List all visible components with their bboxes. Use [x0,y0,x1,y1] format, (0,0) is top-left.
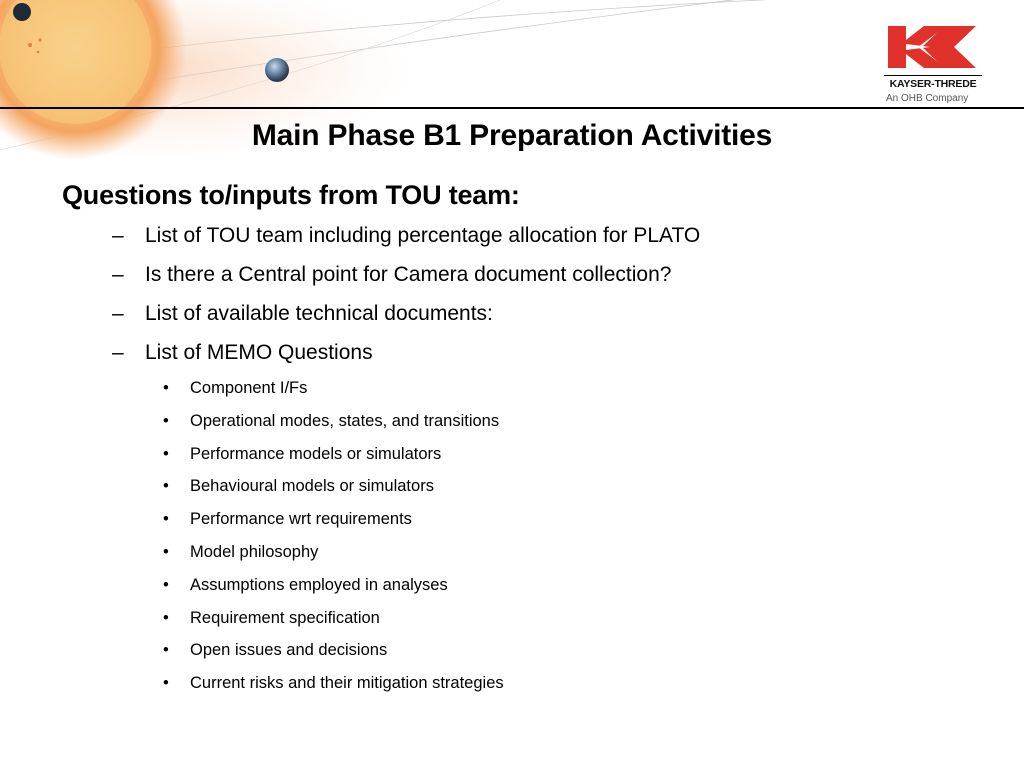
dash-marker: – [112,341,124,364]
bullet-marker: • [163,379,169,397]
sub-list-item-text: Behavioural models or simulators [190,477,434,496]
dark-planet-icon [13,3,31,21]
question-list [112,220,700,376]
sub-list-item-text: Operational modes, states, and transitions [190,411,500,430]
sub-list-item [160,472,504,505]
k-logo-icon [884,22,982,72]
list-item-text: Is there a Central point for Camera document collection? [145,263,672,286]
sub-list-item-text: Model philosophy [190,542,319,561]
sub-list-item [160,636,504,669]
list-item-text: List of MEMO Questions [145,341,373,364]
dash-marker: – [112,302,124,325]
memo-question-list [160,374,504,702]
bullet-marker: • [163,608,169,627]
bullet-marker: • [163,542,169,561]
sub-list-item-text: Performance models or simulators [190,444,442,463]
section-heading: Questions to/inputs from TOU team: [62,180,520,210]
bullet-marker: • [163,674,169,693]
sub-list-item-text: Open issues and decisions [190,641,388,660]
bullet-marker: • [163,510,169,529]
logo-subtitle: An OHB Company [886,93,969,104]
sub-list-item [160,440,504,473]
slide-title: Main Phase B1 Preparation Activities [251,119,773,152]
bullet-marker: • [163,444,169,463]
sub-list-item-text: Requirement specification [190,608,380,627]
sub-list-item [160,407,504,440]
sub-list-item-text: Current risks and their mitigation strategies [190,674,504,693]
list-item-text: List of available technical documents: [145,302,493,325]
header-rule [0,107,1024,109]
sub-list-item-text: Assumptions employed in analyses [190,575,448,594]
sub-list-item [160,604,504,637]
sub-list-item [160,669,504,702]
sub-list-item-text: Performance wrt requirements [190,510,412,529]
sub-list-item-text: Component I/Fs [190,379,308,397]
earth-icon [265,58,289,82]
list-item [112,220,700,259]
list-item [112,298,700,337]
bullet-marker: • [163,641,169,660]
logo-name: KAYSER-THREDE [884,75,982,90]
list-item [112,337,700,376]
list-item [112,259,700,298]
bullet-marker: • [163,575,169,594]
bullet-marker: • [163,477,169,496]
list-item-text: List of TOU team including percentage allocation for PLATO [145,224,701,247]
sub-list-item [160,538,504,571]
bullet-marker: • [163,411,169,430]
dash-marker: – [112,224,124,247]
kayser-threde-logo [884,22,982,108]
sub-list-item [160,374,504,407]
sub-list-item [160,505,504,538]
sub-list-item [160,571,504,604]
dash-marker: – [112,263,124,286]
